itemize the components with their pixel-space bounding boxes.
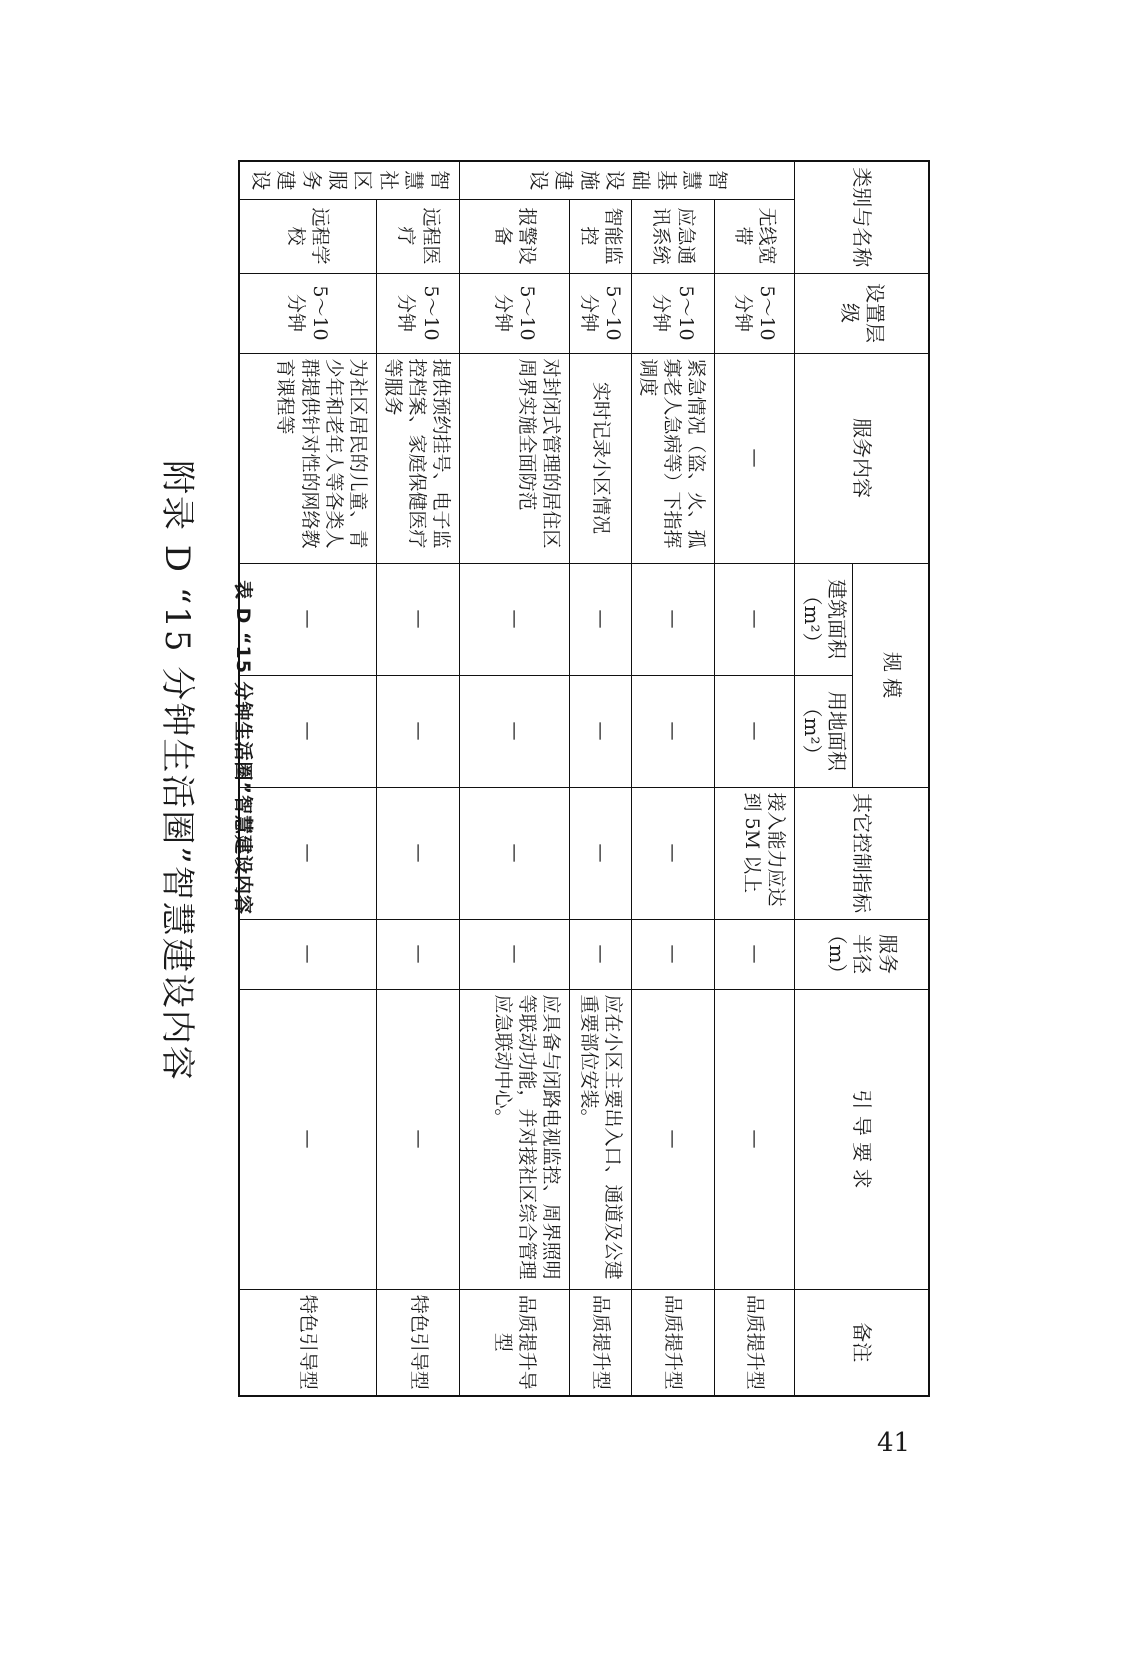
row-building-area: — [632, 563, 715, 675]
page-number: 41 [877, 1428, 911, 1458]
row-radius: — [377, 919, 460, 989]
group-smart-infrastructure: 智慧基础设施建设 [460, 161, 795, 199]
row-remark: 特色引导型 [377, 1289, 460, 1396]
row-land-area: — [570, 675, 632, 787]
row-building-area: — [377, 563, 460, 675]
row-radius: — [460, 919, 570, 989]
row-remark: 品质提升导型 [460, 1289, 570, 1396]
row-guide: — [377, 989, 460, 1289]
row-land-area: — [460, 675, 570, 787]
row-name: 远程医疗 [377, 199, 460, 273]
table-row [239, 161, 377, 1396]
header-remark: 备注 [795, 1289, 929, 1396]
row-name: 远程学校 [239, 199, 377, 273]
table-row [460, 161, 570, 1396]
row-level: 5～10分钟 [715, 273, 795, 353]
row-service: 为社区居民的儿童、青少年和老年人等各类人群提供针对性的网络教育课程等 [239, 353, 377, 563]
row-building-area: — [715, 563, 795, 675]
appendix-title: 附录 D “15 分钟生活圈”智慧建设内容 [157, 460, 197, 1082]
row-other-index: — [377, 787, 460, 919]
row-level: 5～10分钟 [377, 273, 460, 353]
row-other-index: — [239, 787, 377, 919]
smart-construction-table [238, 160, 930, 1397]
rotated-page [157, 160, 1000, 1400]
row-service: 紧急情况（盗、火、孤寡老人急病等）下指挥调度 [632, 353, 715, 563]
row-other-index: — [632, 787, 715, 919]
row-other-index: — [570, 787, 632, 919]
row-building-area: — [460, 563, 570, 675]
row-remark: 品质提升型 [632, 1289, 715, 1396]
row-land-area: — [632, 675, 715, 787]
row-guide: — [239, 989, 377, 1289]
header-radius: 服务半径（m） [795, 919, 929, 989]
group-smart-community-service: 智慧社区服务建设 [239, 161, 460, 199]
row-name: 报警设备 [460, 199, 570, 273]
row-guide: — [632, 989, 715, 1289]
row-land-area: — [377, 675, 460, 787]
row-name: 智能监控 [570, 199, 632, 273]
row-other-index: 接入能力应达到 5M 以上 [715, 787, 795, 919]
row-level: 5～10分钟 [632, 273, 715, 353]
header-scale: 规 模 [853, 563, 929, 787]
header-land-area: 用地面积（m²） [795, 675, 853, 787]
row-radius: — [570, 919, 632, 989]
header-guide: 引 导 要 求 [795, 989, 929, 1289]
header-service: 服务内容 [795, 353, 929, 563]
table-title: 表 D “15 分钟生活圈”智慧建设内容 [232, 580, 254, 916]
row-remark: 特色引导型 [239, 1289, 377, 1396]
header-level: 设置层级 [795, 273, 929, 353]
header-other-index: 其它控制指标 [795, 787, 929, 919]
header-category: 类别与名称 [795, 161, 929, 273]
row-service: — [715, 353, 795, 563]
row-guide: 应具备与闭路电视监控、周界照明等联动功能，并对接社区综合管理应急联动中心。 [460, 989, 570, 1289]
row-land-area: — [715, 675, 795, 787]
row-radius: — [632, 919, 715, 989]
row-service: 对封闭式管理的居住区周界实施全面防范 [460, 353, 570, 563]
row-radius: — [715, 919, 795, 989]
row-service: 提供预约挂号、电子监控档案、家庭保健医疗等服务 [377, 353, 460, 563]
table-row [632, 161, 715, 1396]
row-name: 无线宽带 [715, 199, 795, 273]
row-building-area: — [239, 563, 377, 675]
row-guide: 应在小区主要出入口、通道及公建重要部位安装。 [570, 989, 632, 1289]
row-remark: 品质提升型 [715, 1289, 795, 1396]
row-level: 5～10分钟 [460, 273, 570, 353]
header-building-area: 建筑面积（m²） [795, 563, 853, 675]
table-row [715, 161, 795, 1396]
row-name: 应急通讯系统 [632, 199, 715, 273]
row-remark: 品质提升型 [570, 1289, 632, 1396]
row-service: 实时记录小区情况 [570, 353, 632, 563]
table-row [570, 161, 632, 1396]
row-radius: — [239, 919, 377, 989]
row-guide: — [715, 989, 795, 1289]
row-building-area: — [570, 563, 632, 675]
row-level: 5～10分钟 [239, 273, 377, 353]
row-land-area: — [239, 675, 377, 787]
table-row [377, 161, 460, 1396]
row-other-index: — [460, 787, 570, 919]
row-level: 5～10分钟 [570, 273, 632, 353]
